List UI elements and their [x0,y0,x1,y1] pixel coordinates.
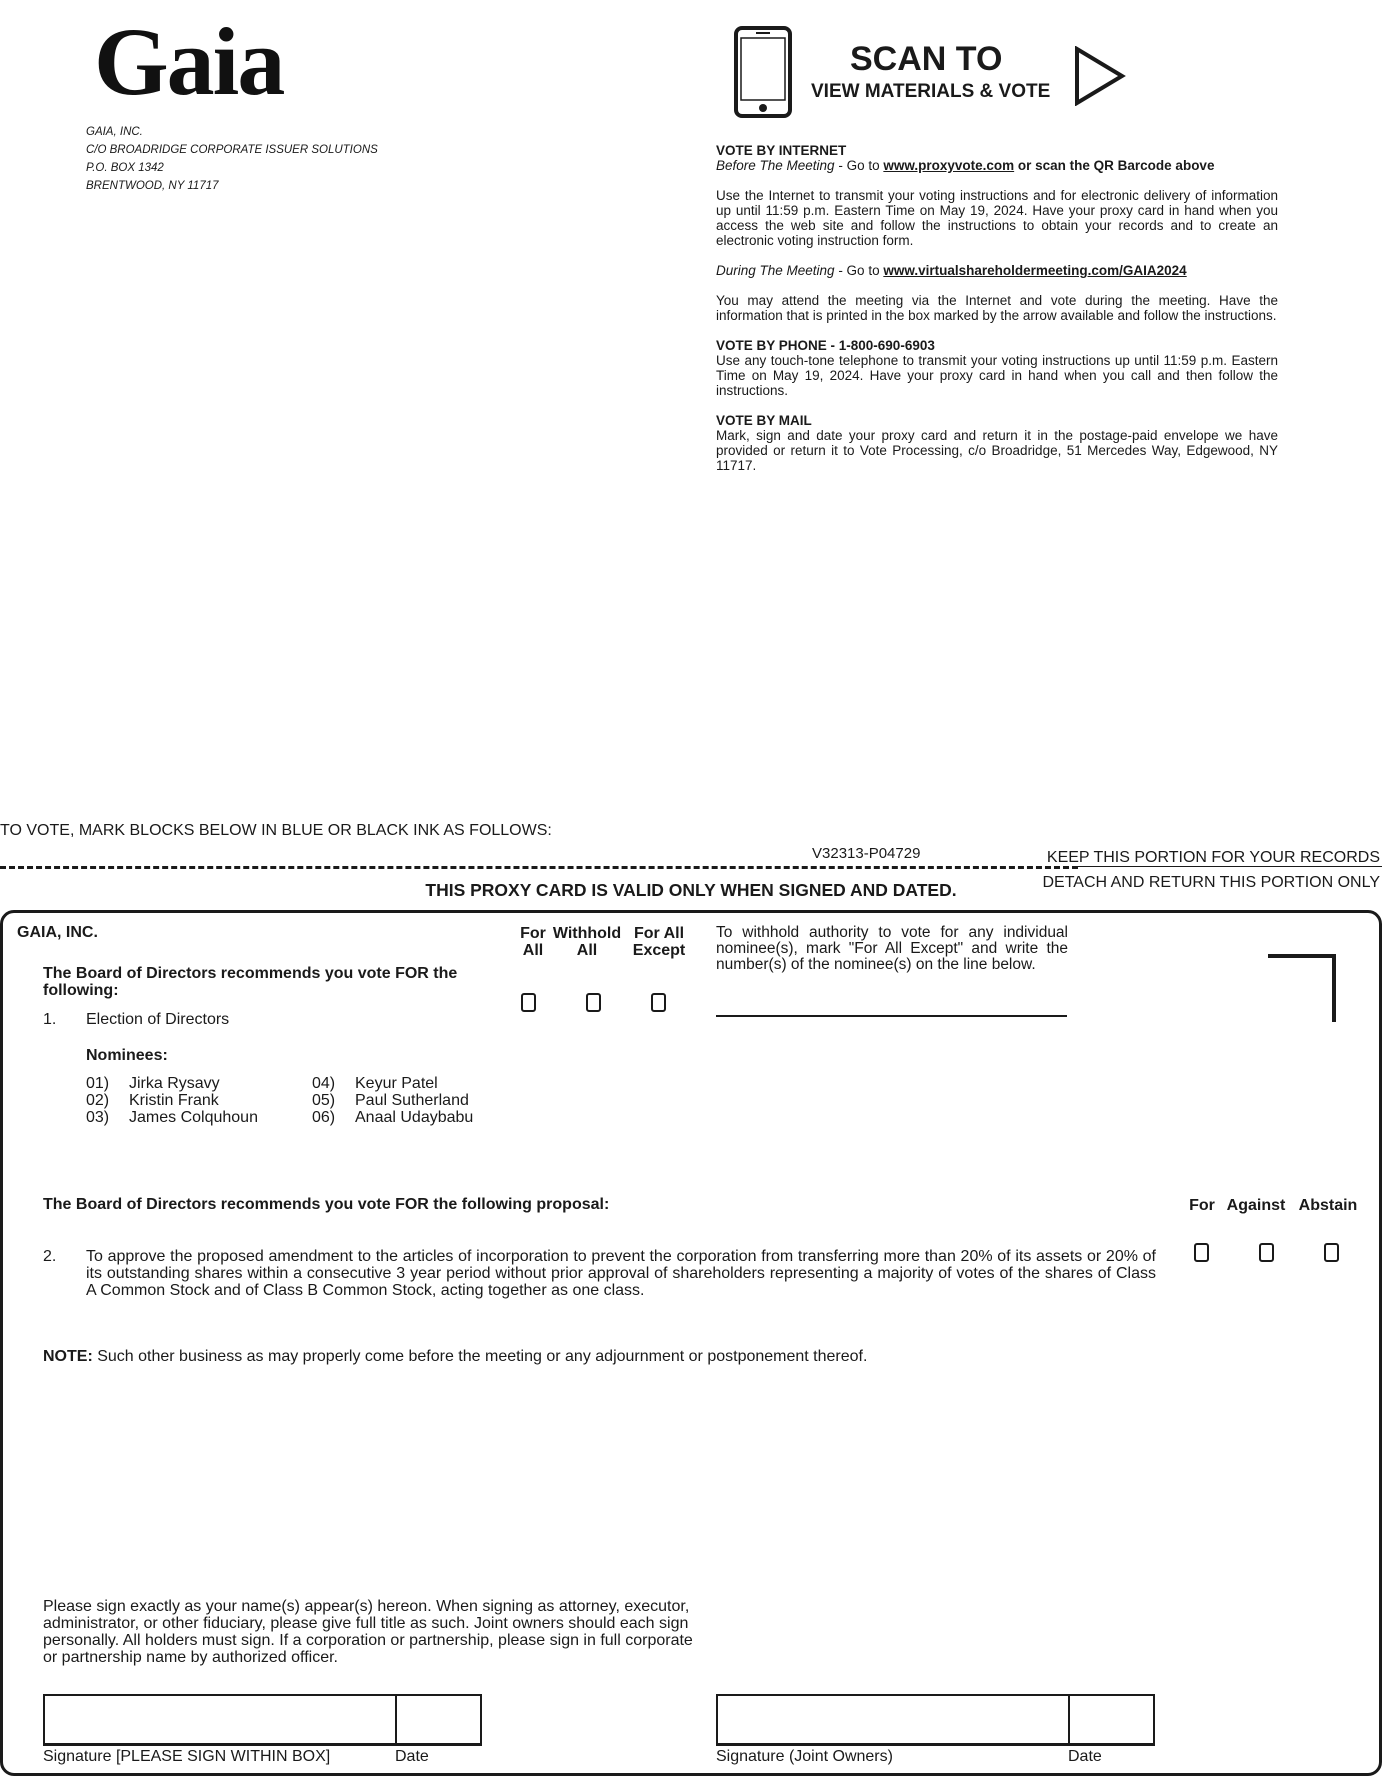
nominees-left-column [86,1075,258,1126]
board-recommendation: The Board of Directors recommends you vote FOR the following: [43,965,458,999]
during-meeting-label: During The Meeting [716,263,835,278]
return-address [86,123,378,195]
vote-by-phone-section [716,338,1278,398]
for-all-checkbox[interactable] [521,993,536,1012]
nominees-label: Nominees: [86,1047,168,1064]
col-for-all-except: For All Except [632,925,686,959]
proposal-recommendation: The Board of Directors recommends you vote FOR the following proposal: [43,1196,610,1213]
gaia-logo: Gaia [94,8,284,115]
nominee-row: 02) Kristin Frank [86,1092,219,1109]
corner-registration-mark [1268,954,1336,1022]
during-meeting-text: You may attend the meeting via the Internet and vote during the meeting. Have the information that is printed in the box marked by the arrow available and follow the instructions. [716,293,1278,323]
smartphone-icon [734,26,792,123]
signature-box[interactable] [43,1694,397,1746]
proposal-for-checkbox[interactable] [1194,1243,1209,1262]
withhold-instructions: To withhold authority to vote for any individual nominee(s), mark "For All Except" and write the number(s) of the nominee(s) on the line below. [716,924,1068,973]
nominee-row: 04) Keyur Patel [312,1075,438,1092]
col-withhold-all: Withhold All [552,925,622,959]
nominee-row: 03) James Colquhoun [86,1109,258,1126]
mark-instructions: TO VOTE, MARK BLOCKS BELOW IN BLUE OR BLACK INK AS FOLLOWS: [0,822,552,839]
joint-signature-box[interactable] [716,1694,1070,1746]
nominee-exception-line[interactable] [716,1015,1067,1017]
item1-number: 1. [43,1011,57,1028]
address-line: GAIA, INC. [86,126,143,138]
scan-subtitle: VIEW MATERIALS & VOTE [811,81,1051,102]
before-meeting-label: Before The Meeting [716,158,835,173]
signature-label: Signature [PLEASE SIGN WITHIN BOX] [43,1748,331,1765]
address-line: BRENTWOOD, NY 11717 [86,180,219,192]
address-line: P.O. BOX 1342 [86,162,164,174]
proposal-against-checkbox[interactable] [1259,1243,1274,1262]
note-line [43,1348,867,1365]
valid-notice: THIS PROXY CARD IS VALID ONLY WHEN SIGNED AND DATED. [425,880,957,900]
joint-date-box[interactable] [1068,1694,1155,1746]
withhold-all-checkbox[interactable] [586,993,601,1012]
virtual-meeting-link[interactable]: www.virtualshareholdermeeting.com/GAIA2024 [883,263,1187,278]
before-goto-text: - Go to [834,158,884,173]
mail-heading: VOTE BY MAIL [716,413,812,428]
nominees-right-column [312,1075,473,1126]
date-box[interactable] [395,1694,482,1746]
col-for: For [1189,1197,1215,1214]
detach-solid-line [1078,866,1382,867]
nominee-row: 05) Paul Sutherland [312,1092,469,1109]
address-line: C/O BROADRIDGE CORPORATE ISSUER SOLUTIONS [86,144,378,156]
scan-title: SCAN TO [850,40,1003,78]
before-meeting-line [716,158,1278,173]
vote-by-mail-section [716,413,1278,473]
during-meeting-line [716,263,1278,278]
before-meeting-text: Use the Internet to transmit your voting instructions and for electronic delivery of information up until 11:59 p.m. Eastern Time on May 19, 2024. Have your proxy card in hand when you access the web site and follow the instructions to obtain your records and to create an electronic voting instruction form. [716,188,1278,248]
item2-number: 2. [43,1248,57,1265]
note-text: Such other business as may properly come before the meeting or any adjournment or postponement thereof. [92,1348,868,1365]
detach-dashed-line [0,866,1078,869]
control-number: V32313-P04729 [812,845,921,862]
vote-by-internet-section [716,143,1278,323]
before-suffix: or scan the QR Barcode above [1014,158,1215,173]
proposal-abstain-checkbox[interactable] [1324,1243,1339,1262]
card-company-name: GAIA, INC. [17,924,98,941]
internet-heading: VOTE BY INTERNET [716,143,847,158]
col-against: Against [1226,1197,1286,1214]
date-label: Date [395,1748,429,1765]
proxyvote-link[interactable]: www.proxyvote.com [883,158,1015,173]
play-arrow-icon [1074,46,1126,111]
keep-portion-label: KEEP THIS PORTION FOR YOUR RECORDS [1046,849,1380,866]
nominee-row: 06) Anaal Udaybabu [312,1109,474,1126]
during-goto-text: - Go to [834,263,884,278]
col-abstain: Abstain [1298,1197,1358,1214]
nominee-row: 01) Jirka Rysavy [86,1075,220,1092]
item2-text: To approve the proposed amendment to the articles of incorporation to prevent the corporation from transferring more than 20% of its assets or 20% of its outstanding shares within a consecutive 3 year period without prior approval of shareholders representing a majority of votes of the shares of Class A Common Stock and of Class B Common Stock, acting together as one class. [86,1248,1156,1299]
return-portion-label: DETACH AND RETURN THIS PORTION ONLY [1042,874,1380,891]
phone-heading: VOTE BY PHONE - 1-800-690-6903 [716,338,935,353]
col-for-all: For All [520,925,546,959]
for-all-except-checkbox[interactable] [651,993,666,1012]
note-label: NOTE: [43,1348,93,1365]
joint-date-label: Date [1068,1748,1102,1765]
item1-text: Election of Directors [86,1011,230,1028]
joint-signature-label: Signature (Joint Owners) [716,1748,893,1765]
mail-text: Mark, sign and date your proxy card and return it in the postage-paid envelope we have provided or return it to Vote Processing, c/o Broadridge, 51 Mercedes Way, Edgewood, NY 11717. [716,428,1278,473]
phone-text: Use any touch-tone telephone to transmit your voting instructions up until 11:59 p.m. Eastern Time on May 19, 2024. Have your proxy card in hand when you call and then follow the instructions. [716,353,1278,398]
signing-instructions: Please sign exactly as your name(s) appear(s) hereon. When signing as attorney, executor, administrator, or other fiduciary, please give full title as such. Joint owners should each sign personally. All holders must sign. If a corporation or partnership, please sign in full corporate or partnership name by authorized officer. [43,1598,693,1666]
